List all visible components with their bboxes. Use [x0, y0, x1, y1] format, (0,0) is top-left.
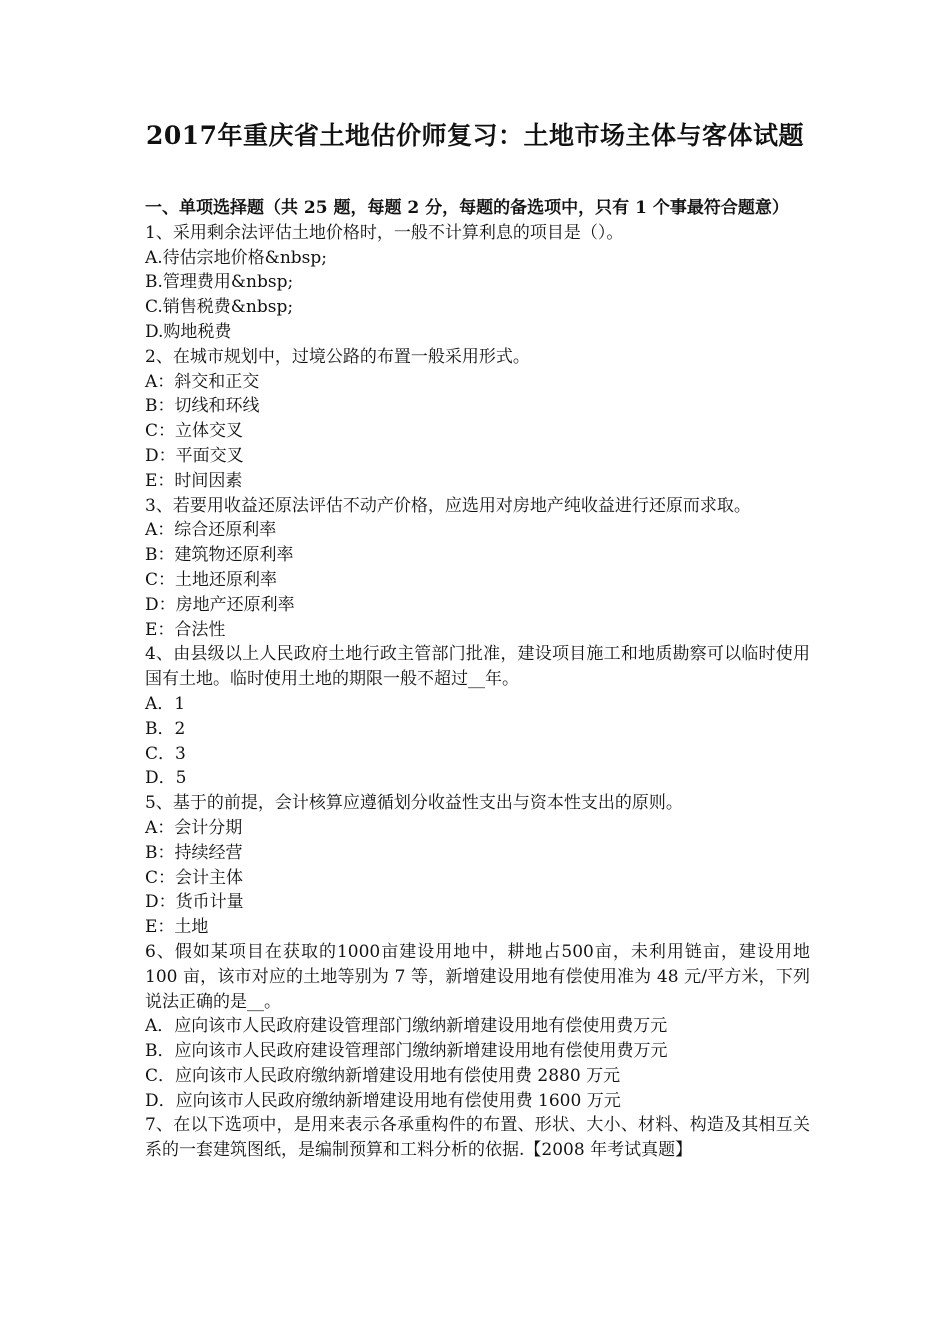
question-text: 3、若要用收益还原法评估不动产价格，应选用对房地产纯收益进行还原而求取。: [145, 495, 751, 516]
option-a: A：斜交和正交: [145, 371, 260, 392]
option-d: D.购地税费: [145, 321, 232, 342]
option-b: B：切线和环线: [145, 396, 260, 417]
option-c: C：会计主体: [145, 867, 244, 888]
option-c: C：立体交叉: [145, 421, 244, 442]
question-text: 2、在城市规划中，过境公路的布置一般采用形式。: [145, 346, 530, 367]
question-3: [145, 494, 810, 643]
option-b: B：持续经营: [145, 842, 243, 863]
question-text: 7、在以下选项中，是用来表示各承重构件的布置、形状、大小、材料、构造及其相互关系的一套建筑图纸，是编制预算和工料分析的依据.【2008 年考试真题】: [145, 1115, 810, 1161]
question-6: [145, 940, 810, 1114]
option-a: A：综合还原利率: [145, 520, 277, 541]
question-1: [145, 221, 810, 345]
question-text: 6、假如某项目在获取的1000亩建设用地中，耕地占500亩，未利用链亩，建设用地 100 亩，该市对应的土地等别为 7 等，新增建设用地有偿使用准为 48 元/平方米，下列说法正确的是__。: [145, 941, 810, 1012]
option-d: D：房地产还原利率: [145, 594, 295, 615]
option-d: D．应向该市人民政府缴纳新增建设用地有偿使用费 1600 万元: [145, 1090, 621, 1111]
option-b: B.管理费用&nbsp;: [145, 272, 294, 293]
question-5: [145, 791, 810, 940]
option-c: C.销售税费&nbsp;: [145, 297, 294, 318]
option-e: E：土地: [145, 917, 209, 938]
question-text: 1、采用剩余法评估土地价格时，一般不计算利息的项目是（）。: [145, 222, 624, 243]
option-d: D：货币计量: [145, 892, 244, 913]
option-a: A：会计分期: [145, 817, 243, 838]
question-text: 4、由县级以上人民政府土地行政主管部门批准，建设项目施工和地质勘察可以临时使用国有土地。临时使用土地的期限一般不超过__年。: [145, 644, 810, 690]
option-a: A．1: [145, 693, 186, 714]
option-b: B：建筑物还原利率: [145, 545, 294, 566]
document-title: 2017年重庆省土地估价师复习：土地市场主体与客体试题: [145, 121, 805, 150]
option-a: A.待估宗地价格&nbsp;: [145, 247, 327, 268]
document-body: [145, 196, 810, 1163]
option-d: D：平面交叉: [145, 445, 244, 466]
option-a: A．应向该市人民政府建设管理部门缴纳新增建设用地有偿使用费万元: [145, 1016, 668, 1037]
question-2: [145, 345, 810, 494]
option-b: B．应向该市人民政府建设管理部门缴纳新增建设用地有偿使用费万元: [145, 1041, 668, 1062]
section-heading: 一、单项选择题（共 25 题，每题 2 分，每题的备选项中，只有 1 个事最符合题意）: [145, 198, 789, 218]
question-7: [145, 1113, 810, 1163]
question-text: 5、基于的前提，会计核算应遵循划分收益性支出与资本性支出的原则。: [145, 793, 683, 814]
option-c: C．3: [145, 743, 186, 764]
option-b: B．2: [145, 718, 186, 739]
question-4: [145, 642, 810, 791]
option-c: C．应向该市人民政府缴纳新增建设用地有偿使用费 2880 万元: [145, 1065, 621, 1086]
option-e: E：时间因素: [145, 470, 243, 491]
option-e: E：合法性: [145, 619, 226, 640]
option-d: D．5: [145, 768, 187, 789]
option-c: C：土地还原利率: [145, 569, 278, 590]
